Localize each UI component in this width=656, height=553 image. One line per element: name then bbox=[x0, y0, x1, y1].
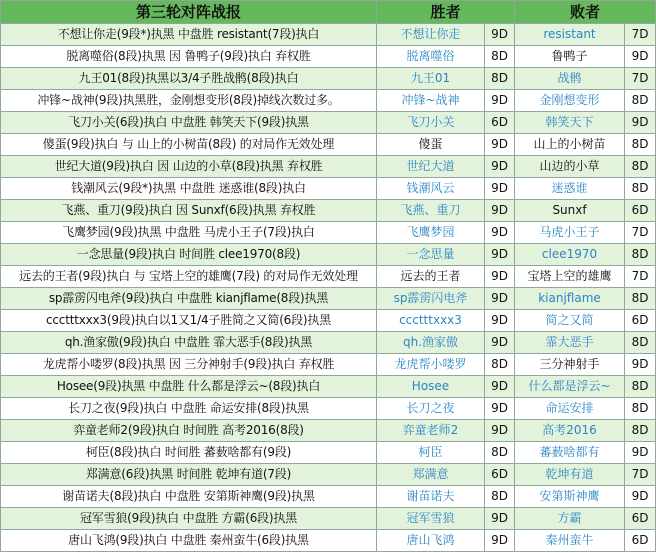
loser-rank: 7D bbox=[625, 266, 656, 288]
winner-name[interactable]: 郑满意 bbox=[377, 464, 485, 486]
winner-name[interactable]: 龙虎帮小喽罗 bbox=[377, 354, 485, 376]
table-row bbox=[1, 90, 656, 112]
winner-name[interactable]: 飞鹰梦园 bbox=[377, 222, 485, 244]
result-description: 柯臣(8段)执白 时间胜 蕃薮啥都有(9段) bbox=[1, 442, 377, 464]
loser-name[interactable]: 迷惑谁 bbox=[515, 178, 625, 200]
loser-name[interactable]: 高考2016 bbox=[515, 420, 625, 442]
table-row bbox=[1, 420, 656, 442]
result-description: 世纪大道(9段)执白 因 山边的小草(8段)执黑 弃权胜 bbox=[1, 156, 377, 178]
loser-rank: 8D bbox=[625, 398, 656, 420]
winner-rank: 9D bbox=[485, 156, 515, 178]
table-row bbox=[1, 222, 656, 244]
loser-rank: 6D bbox=[625, 508, 656, 530]
table-row bbox=[1, 288, 656, 310]
table-row bbox=[1, 134, 656, 156]
loser-name: 三分神射手 bbox=[515, 354, 625, 376]
winner-name[interactable]: qh.渔家傲 bbox=[377, 332, 485, 354]
result-description: 郑满意(6段)执黑 时间胜 乾坤有道(7段) bbox=[1, 464, 377, 486]
winner-name[interactable]: 世纪大道 bbox=[377, 156, 485, 178]
winner-rank: 9D bbox=[485, 288, 515, 310]
winner-rank: 9D bbox=[485, 508, 515, 530]
winner-rank: 9D bbox=[485, 24, 515, 46]
table-row bbox=[1, 486, 656, 508]
result-description: 飞燕、重刀(9段)执白 因 Sunxf(6段)执黑 弃权胜 bbox=[1, 200, 377, 222]
winner-rank: 9D bbox=[485, 420, 515, 442]
winner-name[interactable]: 冲锋~战神 bbox=[377, 90, 485, 112]
result-description: 冲锋~战神(9段)执黑胜，金刚想变形(8段)掉线次数过多。 bbox=[1, 90, 377, 112]
winner-name[interactable]: sp霹雳闪电斧 bbox=[377, 288, 485, 310]
loser-name[interactable]: 蕃薮啥都有 bbox=[515, 442, 625, 464]
winner-name[interactable]: 脱离噬俗 bbox=[377, 46, 485, 68]
loser-rank: 6D bbox=[625, 200, 656, 222]
loser-name: 鲁鸭子 bbox=[515, 46, 625, 68]
result-description: 九王01(8段)执黑以3/4子胜战鹘(8段)执白 bbox=[1, 68, 377, 90]
table-row bbox=[1, 530, 656, 552]
result-description: 弈童老师2(9段)执白 时间胜 高考2016(8段) bbox=[1, 420, 377, 442]
result-description: 唐山飞鸿(9段)执白 中盘胜 秦州蛮牛(6段)执黑 bbox=[1, 530, 377, 552]
loser-rank: 7D bbox=[625, 68, 656, 90]
loser-rank: 9D bbox=[625, 354, 656, 376]
table-row bbox=[1, 46, 656, 68]
winner-name[interactable]: 柯臣 bbox=[377, 442, 485, 464]
loser-name[interactable]: 秦州蛮牛 bbox=[515, 530, 625, 552]
winner-name[interactable]: 一念思量 bbox=[377, 244, 485, 266]
table-row bbox=[1, 244, 656, 266]
table-row bbox=[1, 266, 656, 288]
result-description: 不想让你走(9段*)执黑 中盘胜 resistant(7段)执白 bbox=[1, 24, 377, 46]
loser-rank: 8D bbox=[625, 244, 656, 266]
loser-rank: 8D bbox=[625, 376, 656, 398]
loser-rank: 8D bbox=[625, 178, 656, 200]
winner-name[interactable]: 飞燕、重刀 bbox=[377, 200, 485, 222]
table-row bbox=[1, 398, 656, 420]
table-row bbox=[1, 354, 656, 376]
loser-name[interactable]: 命运安排 bbox=[515, 398, 625, 420]
winner-name[interactable]: 长刀之夜 bbox=[377, 398, 485, 420]
winner-name[interactable]: ccctttxxx3 bbox=[377, 310, 485, 332]
result-description: 脱离噬俗(8段)执黑 因 鲁鸭子(9段)执白 弃权胜 bbox=[1, 46, 377, 68]
loser-name[interactable]: resistant bbox=[515, 24, 625, 46]
table-row bbox=[1, 156, 656, 178]
header-loser: 败者 bbox=[515, 1, 656, 24]
winner-name[interactable]: 九王01 bbox=[377, 68, 485, 90]
loser-rank: 7D bbox=[625, 222, 656, 244]
loser-name[interactable]: 金刚想变形 bbox=[515, 90, 625, 112]
loser-rank: 8D bbox=[625, 134, 656, 156]
loser-name[interactable]: kianjflame bbox=[515, 288, 625, 310]
result-description: 飞鹰梦园(9段)执黑 中盘胜 马虎小王子(7段)执白 bbox=[1, 222, 377, 244]
loser-rank: 9D bbox=[625, 112, 656, 134]
loser-name[interactable]: 什么都是浮云~ bbox=[515, 376, 625, 398]
winner-rank: 8D bbox=[485, 486, 515, 508]
result-description: 远去的王者(9段)执白 与 宝塔上空的雄鹰(7段) 的对局作无效处理 bbox=[1, 266, 377, 288]
winner-rank: 8D bbox=[485, 46, 515, 68]
loser-name[interactable]: 韩笑天下 bbox=[515, 112, 625, 134]
winner-name[interactable]: 飞刀小关 bbox=[377, 112, 485, 134]
loser-name[interactable]: 乾坤有道 bbox=[515, 464, 625, 486]
winner-name[interactable]: 钱潮风云 bbox=[377, 178, 485, 200]
winner-name[interactable]: 冠军雪狼 bbox=[377, 508, 485, 530]
table-row bbox=[1, 112, 656, 134]
winner-rank: 8D bbox=[485, 442, 515, 464]
table-row bbox=[1, 508, 656, 530]
result-description: Hosee(9段)执黑 中盘胜 什么都是浮云~(8段)执白 bbox=[1, 376, 377, 398]
result-description: sp霹雳闪电斧(9段)执白 中盘胜 kianjflame(8段)执黑 bbox=[1, 288, 377, 310]
loser-rank: 8D bbox=[625, 288, 656, 310]
winner-rank: 6D bbox=[485, 464, 515, 486]
table-row bbox=[1, 310, 656, 332]
loser-rank: 7D bbox=[625, 24, 656, 46]
table-row bbox=[1, 464, 656, 486]
loser-name: Sunxf bbox=[515, 200, 625, 222]
table-row bbox=[1, 68, 656, 90]
loser-rank: 9D bbox=[625, 442, 656, 464]
loser-name[interactable]: 简之又简 bbox=[515, 310, 625, 332]
loser-name: 山上的小树苗 bbox=[515, 134, 625, 156]
winner-rank: 9D bbox=[485, 178, 515, 200]
loser-name[interactable]: 安第斯神鹰 bbox=[515, 486, 625, 508]
loser-rank: 8D bbox=[625, 156, 656, 178]
winner-rank: 6D bbox=[485, 112, 515, 134]
result-description: 冠军雪狼(9段)执白 中盘胜 方霸(6段)执黑 bbox=[1, 508, 377, 530]
header-title: 第三轮对阵战报 bbox=[1, 1, 377, 24]
loser-name[interactable]: 马虎小王子 bbox=[515, 222, 625, 244]
table-row bbox=[1, 376, 656, 398]
loser-rank: 8D bbox=[625, 332, 656, 354]
winner-rank: 9D bbox=[485, 90, 515, 112]
winner-rank: 9D bbox=[485, 266, 515, 288]
result-description: 飞刀小关(6段)执白 中盘胜 韩笑天下(9段)执黑 bbox=[1, 112, 377, 134]
winner-rank: 9D bbox=[485, 398, 515, 420]
table-row bbox=[1, 200, 656, 222]
loser-rank: 6D bbox=[625, 310, 656, 332]
loser-rank: 8D bbox=[625, 90, 656, 112]
winner-name[interactable]: Hosee bbox=[377, 376, 485, 398]
winner-name: 远去的王者 bbox=[377, 266, 485, 288]
loser-name: 山边的小草 bbox=[515, 156, 625, 178]
winner-name[interactable]: 谢苗诺夫 bbox=[377, 486, 485, 508]
winner-rank: 9D bbox=[485, 310, 515, 332]
result-description: 一念思量(9段)执白 时间胜 clee1970(8段) bbox=[1, 244, 377, 266]
loser-rank: 6D bbox=[625, 530, 656, 552]
winner-rank: 8D bbox=[485, 354, 515, 376]
table-body bbox=[1, 24, 656, 552]
loser-name[interactable]: 霏大恶手 bbox=[515, 332, 625, 354]
table-row bbox=[1, 442, 656, 464]
loser-name: 宝塔上空的雄鹰 bbox=[515, 266, 625, 288]
loser-rank: 8D bbox=[625, 420, 656, 442]
table-row bbox=[1, 24, 656, 46]
winner-rank: 8D bbox=[485, 68, 515, 90]
loser-rank: 7D bbox=[625, 464, 656, 486]
winner-name: 傻蛋 bbox=[377, 134, 485, 156]
winner-rank: 9D bbox=[485, 244, 515, 266]
table-row bbox=[1, 332, 656, 354]
loser-rank: 9D bbox=[625, 46, 656, 68]
table-row bbox=[1, 178, 656, 200]
result-description: 龙虎帮小喽罗(8段)执黑 因 三分神射手(9段)执白 弃权胜 bbox=[1, 354, 377, 376]
result-description: ccctttxxx3(9段)执白以1又1/4子胜简之又简(6段)执黑 bbox=[1, 310, 377, 332]
winner-rank: 9D bbox=[485, 134, 515, 156]
winner-rank: 9D bbox=[485, 200, 515, 222]
winner-rank: 9D bbox=[485, 222, 515, 244]
winner-rank: 9D bbox=[485, 376, 515, 398]
loser-name[interactable]: 战鹘 bbox=[515, 68, 625, 90]
table-header-row bbox=[1, 1, 656, 24]
loser-rank: 9D bbox=[625, 486, 656, 508]
winner-name[interactable]: 弈童老师2 bbox=[377, 420, 485, 442]
winner-name[interactable]: 唐山飞鸿 bbox=[377, 530, 485, 552]
result-description: qh.渔家傲(9段)执白 中盘胜 霏大恶手(8段)执黑 bbox=[1, 332, 377, 354]
winner-rank: 9D bbox=[485, 530, 515, 552]
loser-name[interactable]: 方霸 bbox=[515, 508, 625, 530]
header-winner: 胜者 bbox=[377, 1, 515, 24]
result-description: 长刀之夜(9段)执白 中盘胜 命运安排(8段)执黑 bbox=[1, 398, 377, 420]
result-description: 谢苗诺夫(8段)执白 中盘胜 安第斯神鹰(9段)执黑 bbox=[1, 486, 377, 508]
result-description: 傻蛋(9段)执白 与 山上的小树苗(8段) 的对局作无效处理 bbox=[1, 134, 377, 156]
winner-rank: 9D bbox=[485, 332, 515, 354]
loser-name[interactable]: clee1970 bbox=[515, 244, 625, 266]
winner-name[interactable]: 不想让你走 bbox=[377, 24, 485, 46]
result-description: 钱潮风云(9段*)执黑 中盘胜 迷惑谁(8段)执白 bbox=[1, 178, 377, 200]
